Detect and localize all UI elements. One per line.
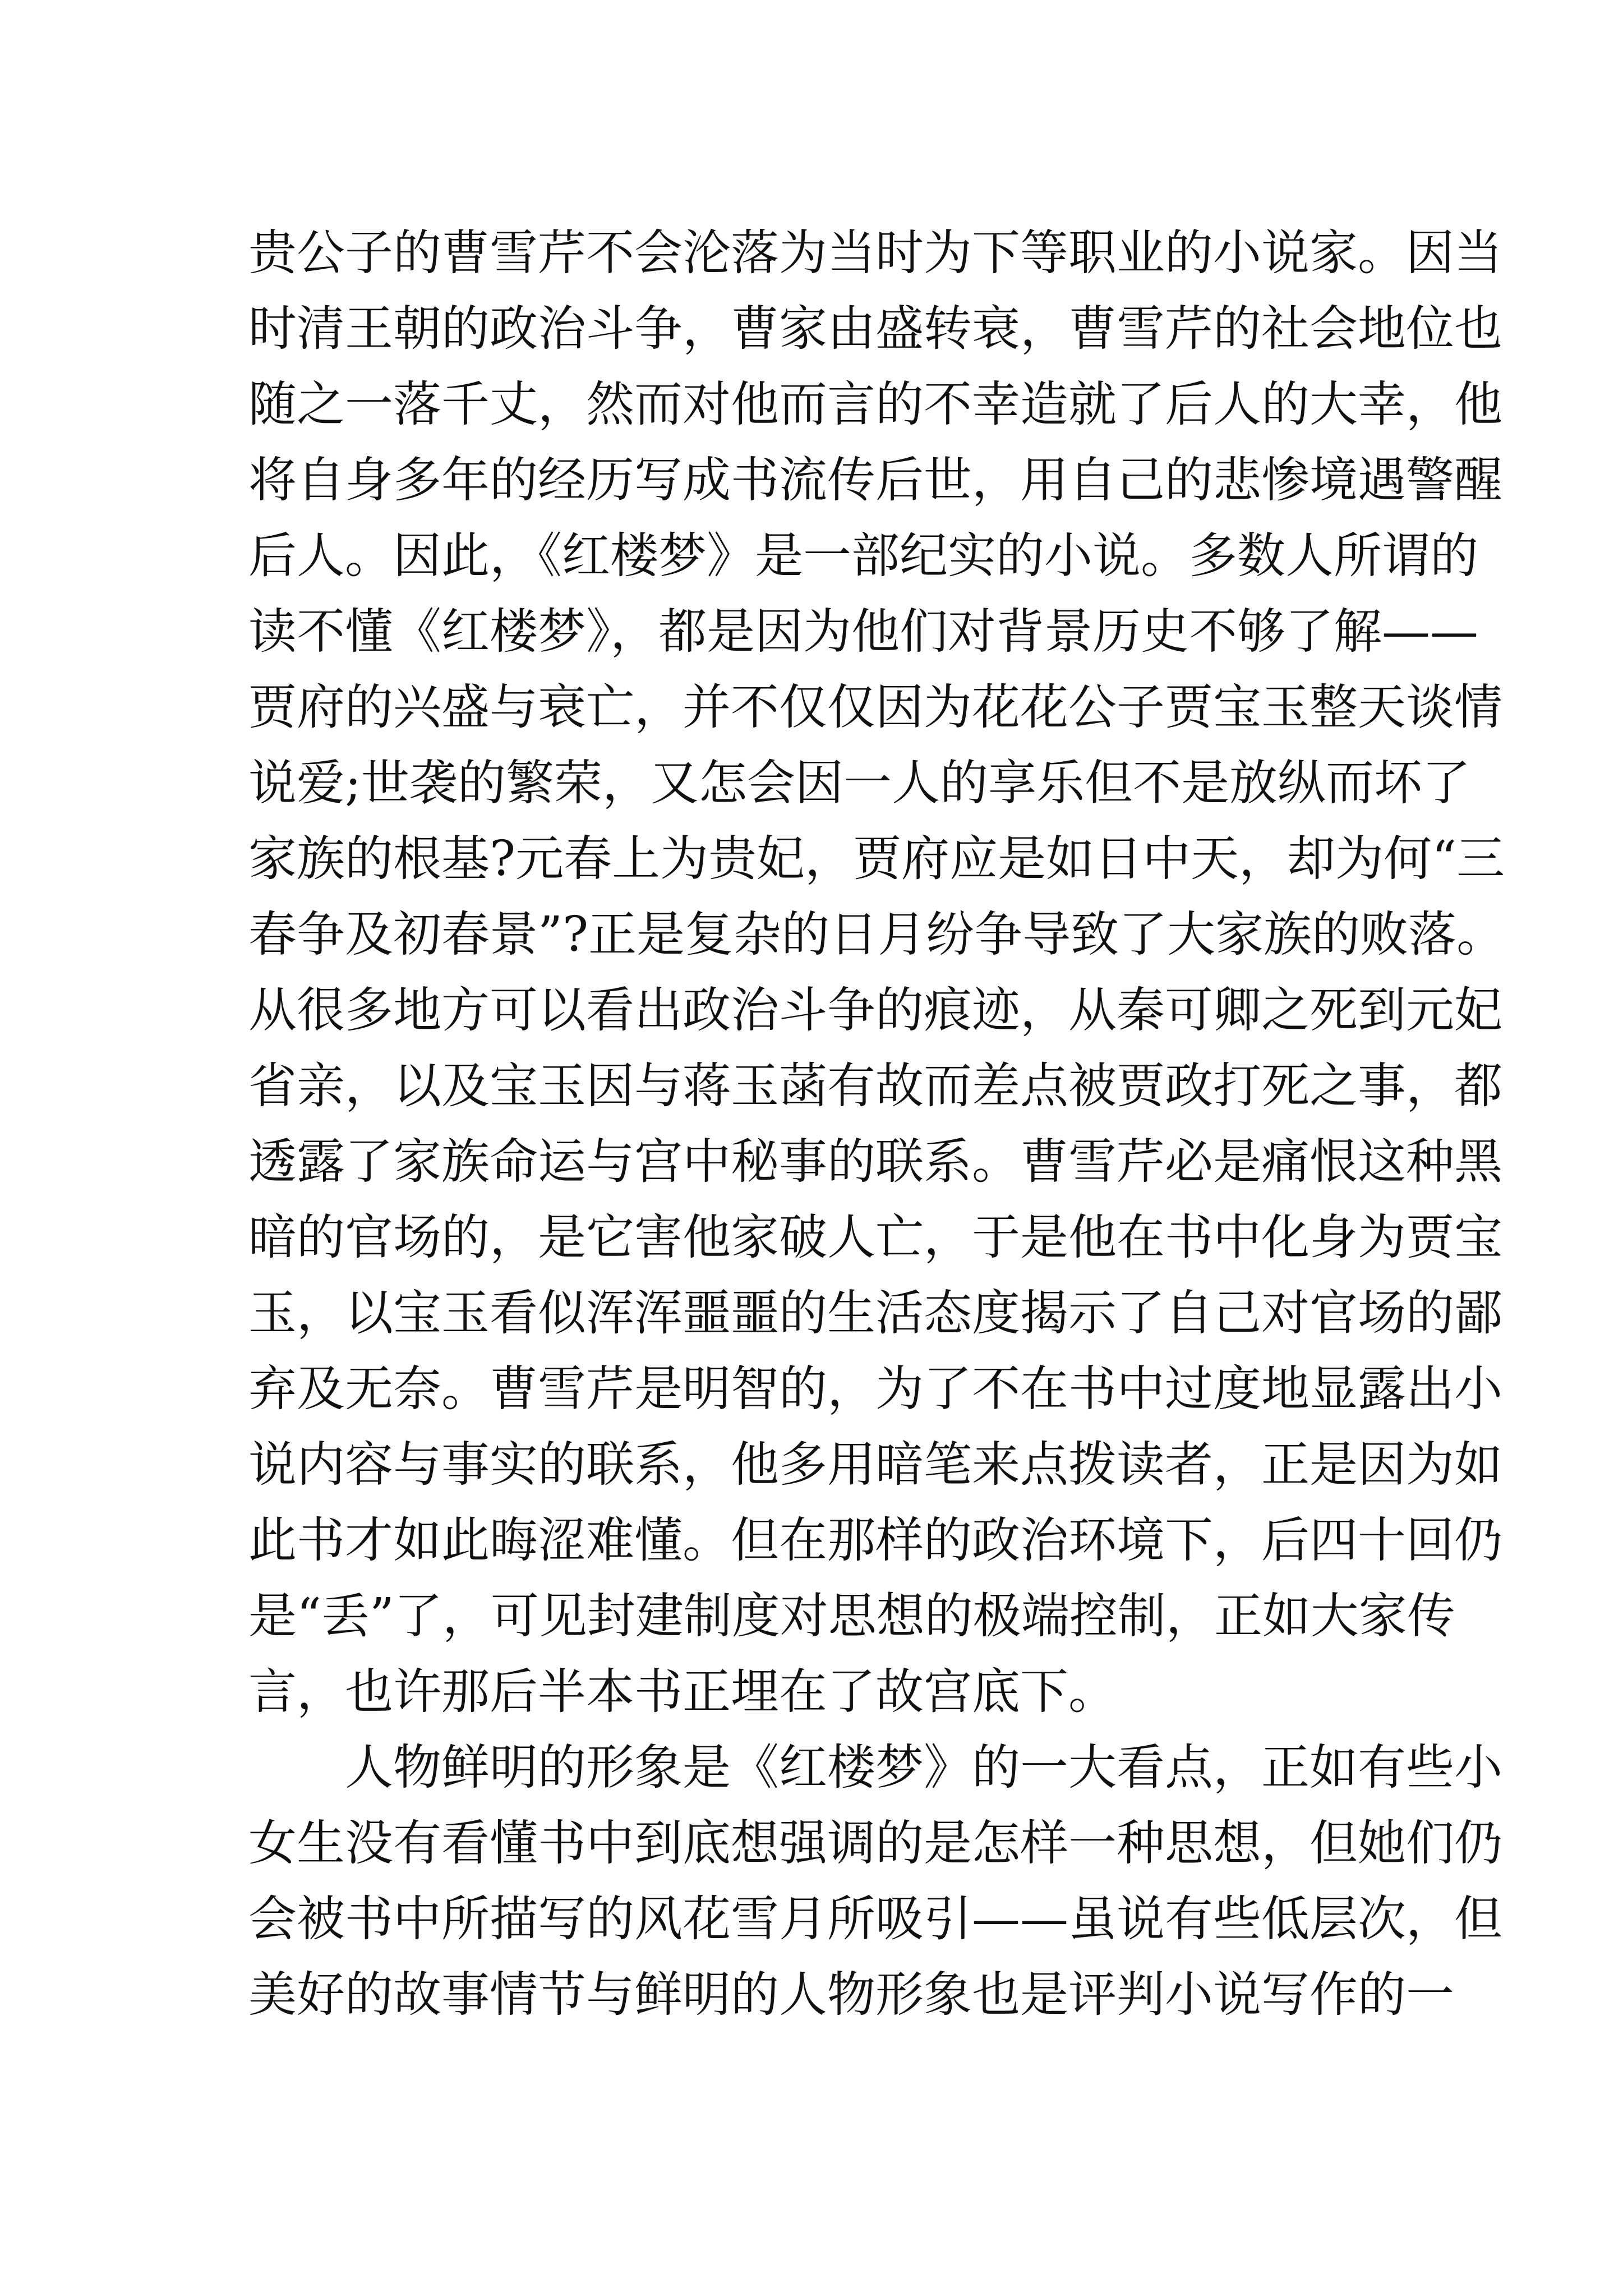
text-line: 透露了家族命运与宫中秘事的联系。曹雪芹必是痛恨这种黑 (248, 1134, 1502, 1190)
text-line: 贵公子的曹雪芹不会沦落为当时为下等职业的小说家。因当 (248, 225, 1502, 281)
text-line: 弃及无奈。曹雪芹是明智的，为了不在书中过度地显露出小 (248, 1361, 1502, 1417)
text-line: 春争及初春景”?正是复杂的日月纷争导致了大家族的败落。 (248, 907, 1505, 963)
text-line: 暗的官场的，是它害他家破人亡，于是他在书中化身为贾宝 (248, 1209, 1502, 1266)
text-line: 说爱;世袭的繁荣，又怎会因一人的享乐但不是放纵而坏了 (248, 755, 1470, 811)
text-line: 将自身多年的经历写成书流传后世，用自己的悲惨境遇警醒 (248, 452, 1502, 508)
text-line: 从很多地方可以看出政治斗争的痕迹，从秦可卿之死到元妃 (248, 982, 1502, 1038)
text-line: 时清王朝的政治斗争，曹家由盛转衰，曹雪芹的社会地位也 (248, 301, 1502, 357)
text-line: 会被书中所描写的风花雪月所吸引——虽说有些低层次，但 (248, 1891, 1502, 1947)
text-line: 说内容与事实的联系，他多用暗笔来点拨读者，正是因为如 (248, 1437, 1502, 1493)
text-line: 美好的故事情节与鲜明的人物形象也是评判小说写作的一 (248, 1967, 1454, 2023)
text-line: 玉，以宝玉看似浑浑噩噩的生活态度揭示了自己对官场的鄙 (248, 1285, 1502, 1341)
text-line: 贾府的兴盛与衰亡，并不仅仅因为花花公子贾宝玉整天谈情 (248, 679, 1502, 735)
body-text (248, 215, 1505, 2033)
text-line: 后人。因此，《红楼梦》是一部纪实的小说。多数人所谓的 (248, 528, 1478, 584)
text-line: 读不懂《红楼梦》，都是因为他们对背景历史不够了解—— (248, 604, 1478, 660)
text-line: 家族的根基?元春上为贵妃，贾府应是如日中天，却为何“三 (248, 831, 1505, 887)
text-line: 随之一落千丈，然而对他而言的不幸造就了后人的大幸，他 (248, 376, 1502, 432)
text-line: 言，也许那后半本书正埋在了故宫底下。 (248, 1664, 1117, 1720)
text-line: 此书才如此晦涩难懂。但在那样的政治环境下，后四十回仍 (248, 1512, 1502, 1568)
text-line: 女生没有看懂书中到底想强调的是怎样一种思想，但她们仍 (248, 1815, 1502, 1871)
text-line: 是“丢”了，可见封建制度对思想的极端控制，正如大家传 (248, 1588, 1455, 1644)
text-line: 省亲，以及宝玉因与蒋玉菡有故而差点被贾政打死之事，都 (248, 1058, 1502, 1114)
paragraph-first-line: 人物鲜明的形象是《红楼梦》的一大看点，正如有些小 (345, 1740, 1502, 1796)
